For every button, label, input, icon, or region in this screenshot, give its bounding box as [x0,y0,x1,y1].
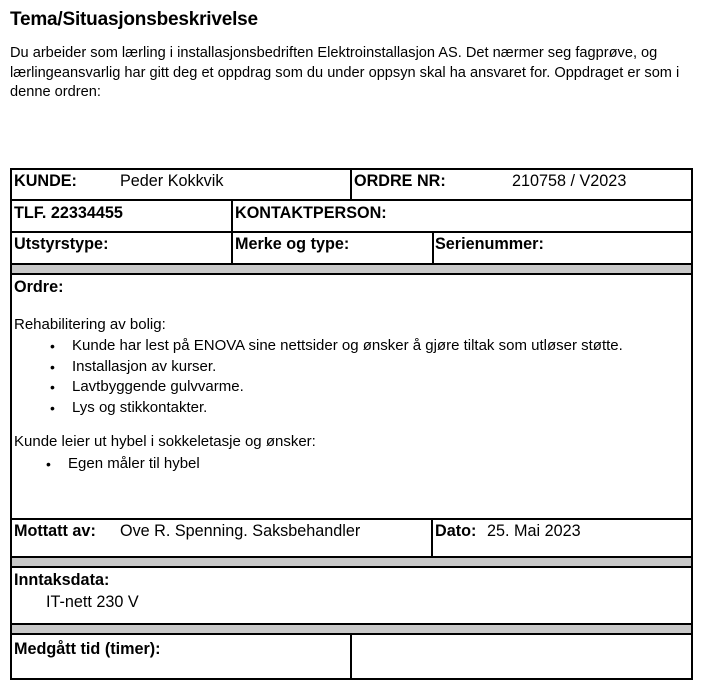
section-band [12,558,691,566]
divider [10,231,693,233]
divider [10,633,693,635]
list-item: • Lavtbyggende gulvvarme. [72,377,623,398]
divider [432,231,434,264]
intake-data-label: Inntaksdata: [14,571,110,589]
order-item-list [72,336,623,418]
received-by-label: Mottatt av: [14,522,96,540]
divider [10,518,693,520]
customer-value: Peder Kokkvik [120,172,224,190]
order-section-label: Ordre: [14,278,64,296]
page-heading: Tema/Situasjonsbeskrivelse [10,9,258,30]
date-label: Dato: [435,522,477,540]
contact-person-label: KONTAKTPERSON: [235,204,387,222]
time-spent-label: Medgått tid (timer): [14,640,161,658]
order-intro: Rehabilitering av bolig: [14,316,166,333]
divider [10,566,693,568]
divider [10,199,693,201]
rental-intro: Kunde leier ut hybel i sokkeletasje og ønsker: [14,433,316,450]
intro-paragraph: Du arbeider som lærling i installasjonsbedriften Elektroinstallasjon AS. Det nærmer seg fagprøve, og lærlingeansvarlig har gitt deg et oppdrag som du under oppsyn skal ha ansvaret for. Oppdraget er som i denne ordren: [10,45,680,100]
received-by-value: Ove R. Spenning. Saksbehandler [120,522,361,540]
list-item: • Kunde har lest på ENOVA sine nettsider og ønsker å gjøre tiltak som utløser støtte. [72,336,623,357]
divider [350,168,352,200]
intake-data-value: IT-nett 230 V [46,593,139,611]
brand-type-label: Merke og type: [235,235,350,253]
list-item: • Installasjon av kurser. [72,357,623,378]
phone-label: TLF. 22334455 [14,204,123,222]
rental-item-list [68,454,200,475]
serial-number-label: Serienummer: [435,235,544,253]
list-item: • Egen måler til hybel [68,454,200,475]
order-number-label: ORDRE NR: [354,172,446,190]
date-value: 25. Mai 2023 [487,522,581,540]
list-item: • Lys og stikkontakter. [72,398,623,419]
order-number-value: 210758 / V2023 [512,172,627,190]
customer-label: KUNDE: [14,172,77,190]
equipment-type-label: Utstyrstype: [14,235,109,253]
section-band [12,625,691,633]
divider [431,518,433,557]
divider [10,273,693,275]
divider [350,633,352,680]
section-band [12,265,691,273]
divider [231,199,233,264]
